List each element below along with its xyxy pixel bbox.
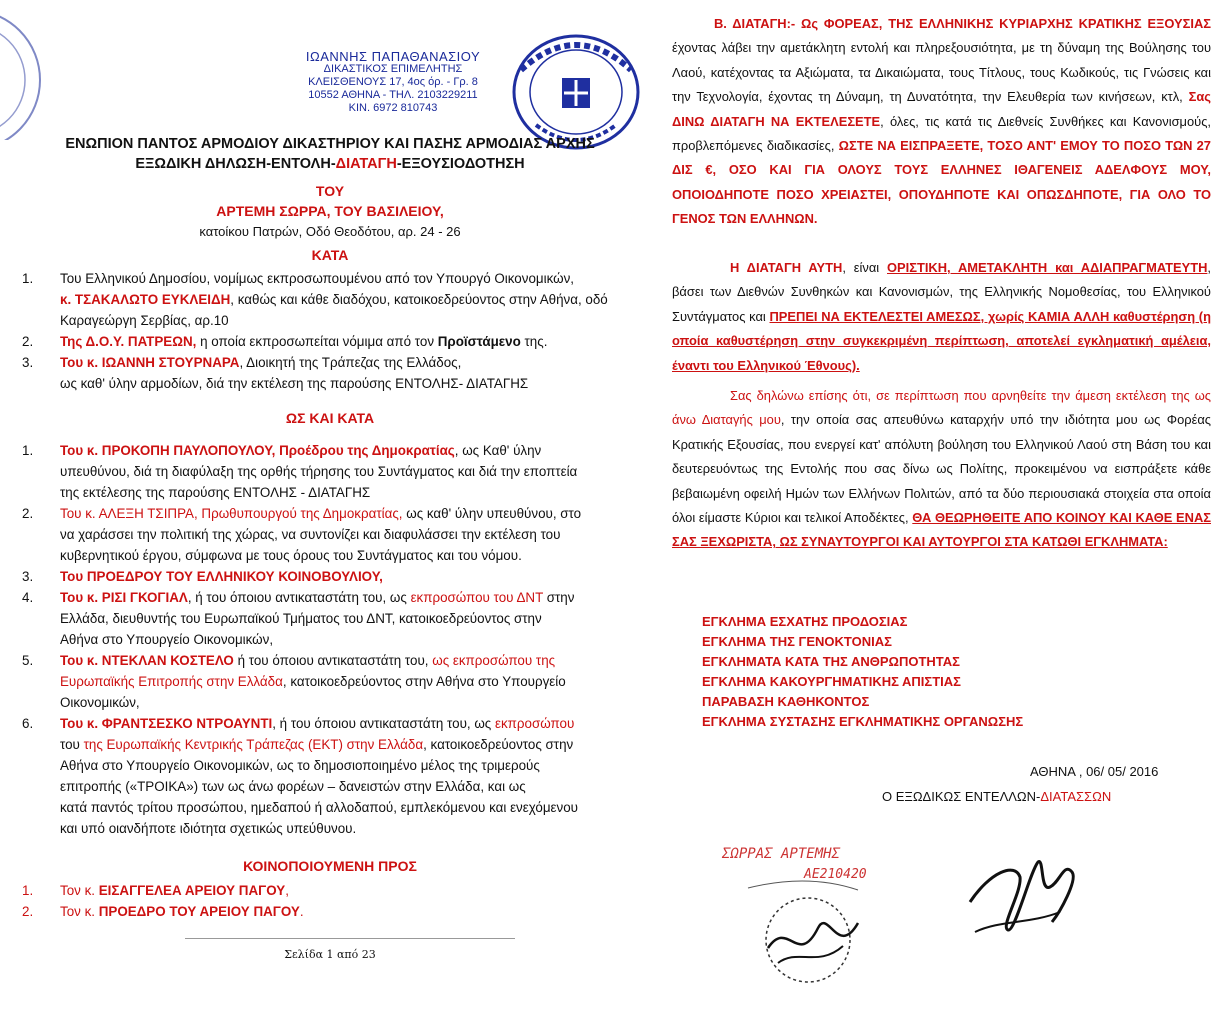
kata2-item-6: 6. Του κ. ΦΡΑΝΤΣΕΣΚΟ ΝΤΡΟΑΥΝΤΙ, ή του όποιου αντικαταστάτη του, ως εκπροσώπου του της Ευρωπαϊκής Κεντρικής Τράπεζας (ΕΚΤ) στην Ελλάδα, κατοικοεδρεύοντος στην Αθήνα στο Υπουργείο Οικονομικών, ως το δημοσιοποιημένο μέλος της τριμερούς επιτροπής («ΤΡΟΙΚΑ») των ως άνω φορέων – δανειστών στην Ελλάδα, και ως κατά παντός τρίτου προσώπου, ημεδαπού ή αλλοδαπού, εμπλεκόμενου και ενεχόμενου και υπό οιανδήποτε ιδιότητα σχετικώς υπεύθυνου. (22, 716, 578, 836)
crime-item: ΕΓΚΛΗΜΑ ΚΑΚΟΥΡΓΗΜΑΤΙΚΗΣ ΑΠΙΣΤΙΑΣ (702, 674, 961, 689)
signer-title: Ο ΕΞΩΔΙΚΩΣ ΕΝΤΕΛΛΩΝ-ΔΙΑΤΑΣΣΩΝ (882, 789, 1112, 804)
crime-item: ΕΓΚΛΗΜΑ ΕΣΧΑΤΗΣ ΠΡΟΔΟΣΙΑΣ (702, 614, 908, 629)
notified-list (22, 880, 622, 922)
document-heading (0, 134, 660, 174)
paragraph-order: Β. ΔΙΑΤΑΓΗ:- Ως ΦΟΡΕΑΣ, ΤΗΣ ΕΛΛΗΝΙΚΗΣ ΚΥΡΙΑΡΧΗΣ ΚΡΑΤΙΚΗΣ ΕΞΟΥΣΙΑΣ έχοντας λάβει την αμετάκλητη εντολή και πληρεξουσιότητα, με τη δύναμη της Βούλησης του Λαού, κατέχοντας τα Αξιώματα, τα Δικαιώματα, τους Τίτλους, τους Κωδικούς, τις Γνώσεις και την Τεχνολογία, έχοντας τη Δύναμη, τη Δυνατότητα, την Ελευθερία των κινήσεων, κτλ, Σας ΔΙΝΩ ΔΙΑΤΑΓΗ ΝΑ ΕΚΤΕΛΕΣΕΤΕ, όλες, τις κατά τις Διεθνείς Συνθήκες και Κανονισμούς, προβλεπόμενες διαδικασίες, ΩΣΤΕ ΝΑ ΕΙΣΠΡΑΞΕΤΕ, ΤΟΣΟ ΑΝΤ' ΕΜΟΥ ΤΟ ΠΟΣΟ ΤΩΝ 27 ΔΙΣ €, ΟΣΟ ΚΑΙ ΓΙΑ ΟΛΟΥΣ ΤΟΥΣ ΕΛΛΗΝΕΣ ΙΘΑΓΕΝΕΙΣ ΑΔΕΛΦΟΥΣ ΜΟΥ, ΟΠΟΙΟΔΗΠΟΤΕ ΠΟΣΟ ΧΡΕΙΑΣΤΕΙ, ΟΠΟΥΔΗΠΟΤΕ ΚΑΙ ΟΠΩΣΔΗΠΟΤΕ, ΓΙΑ ΟΛΟ ΤΟ ΓΕΝΟΣ ΤΩΝ ΕΛΛΗΝΩΝ. (672, 16, 1211, 227)
notified-heading: ΚΟΙΝΟΠΟΙΟΥΜΕΝΗ ΠΡΟΣ (243, 858, 417, 874)
crime-item: ΕΓΚΛΗΜΑ ΣΥΣΤΑΣΗΣ ΕΓΚΛΗΜΑΤΙΚΗΣ ΟΡΓΑΝΩΣΗΣ (702, 714, 1024, 729)
crime-item: ΕΓΚΛΗΜΑΤΑ ΚΑΤΑ ΤΗΣ ΑΝΘΡΩΠΟΤΗΤΑΣ (702, 654, 960, 669)
lawyer-stamp (278, 50, 508, 115)
kata2-item-5: 5. Του κ. ΝΤΕΚΛΑΝ ΚΟΣΤΕΛΟ ή του όποιου αντικαταστάτη του, ως εκπροσώπου της Ευρωπαϊκής Επιτροπής στην Ελλάδα, κατοικοεδρεύοντος στην Αθήνα στο Υπουργείο Οικονομικών, (22, 653, 566, 710)
page-number: Σελίδα 1 από 23 (284, 948, 376, 961)
paragraph-final: Η ΔΙΑΤΑΓΗ ΑΥΤΗ, είναι ΟΡΙΣΤΙΚΗ, ΑΜΕΤΑΚΛΗΤΗ και ΑΔΙΑΠΡΑΓΜΑΤΕΥΤΗ, βάσει των Διεθνών Συνθηκών και Κανονισμών, της Ελληνικής Νομοθεσίας, του Ελληνικού Συντάγματος και ΠΡΕΠΕΙ ΝΑ ΕΚΤΕΛΕΣΤΕΙ ΑΜΕΣΩΣ, χωρίς ΚΑΜΙΑ ΑΛΛΗ καθυστέρηση (η οποία καθυστέρηση στην συγκεκριμένη περίπτωση, αποτελεί εγκληματική αμέλεια, έναντι του Ελληνικού Έθνους). (672, 260, 1211, 373)
stamp-text-1: ΣΩΡΡΑΣ ΑΡΤΕΜΗΣ (722, 846, 841, 862)
crime-item: ΕΓΚΛΗΜΑ ΤΗΣ ΓΕΝΟΚΤΟΝΙΑΣ (702, 634, 892, 649)
plaintiff-residence: κατοίκου Πατρών, Οδό Θεοδότου, αρ. 24 - 26 (199, 224, 461, 239)
kata-item-3: 3. Του κ. ΙΩΑΝΝΗ ΣΤΟΥΡΝΑΡΑ, Διοικητή της Τράπεζας της Ελλάδος, ως καθ' ύλην αρμοδίων, διά την εκτέλεση της παρούσης ΕΝΤΟΛΗΣ- ΔΙΑΤΑΓΗΣ (22, 355, 529, 391)
order-label: Β. ΔΙΑΤΑΓΗ:- Ως ΦΟΡΕΑΣ, ΤΗΣ ΕΛΛΗΝΙΚΗΣ ΚΥΡΙΑΡΧΗΣ ΚΡΑΤΙΚΗΣ ΕΞΟΥΣΙΑΣ (714, 16, 1211, 31)
heading-line-1: ΕΝΩΠΙΟΝ ΠΑΝΤΟΣ ΑΡΜΟΔΙΟΥ ΔΙΚΑΣΤΗΡΙΟΥ ΚΑΙ ΠΑΣΗΣ ΑΡΜΟΔΙΑΣ ΑΡΧΗΣ (65, 136, 595, 152)
notified-item-2: 2. Τον κ. ΠΡΟΕΔΡΟ ΤΟΥ ΑΡΕΙΟΥ ΠΑΓΟΥ. (22, 904, 304, 919)
kata2-item-3: 3. Του ΠΡΟΕΔΡΟΥ ΤΟΥ ΕΛΛΗΝΙΚΟΥ ΚΟΙΝΟΒΟΥΛΙΟΥ, (22, 569, 383, 584)
kata-list (22, 268, 622, 394)
kata2-item-2: 2. Του κ. ΑΛΕΞΗ ΤΣΙΠΡΑ, Πρωθυπουργού της Δημοκρατίας, ως καθ' ύλην υπευθύνου, στο να χαράσσει την πολιτική της χώρας, να συντονίζει και διαφυλάσσει την εκτέλεση του κυβερνητικού έργου, σύμφωνα με τους όρους του Συντάγματος και του νόμου. (22, 506, 582, 563)
lawyer-role: ΔΙΚΑΣΤΙΚΟΣ ΕΠΙΜΕΛΗΤΗΣ (323, 63, 463, 75)
lawyer-address-2: 10552 ΑΘΗΝΑ - ΤΗΛ. 2103229211 (308, 89, 478, 101)
signature (960, 832, 1090, 942)
kata2-list (22, 440, 622, 839)
kata2-item-1: 1. Του κ. ΠΡΟΚΟΠΗ ΠΑΥΛΟΠΟΥΛΟΥ, Προέδρου της Δημοκρατίας, ως Καθ' ύλην υπευθύνου, διά τη διαφύλαξη της ορθής τήρησης του Συντάγματος και διά την εποπτεία της εκτέλεσης της παρούσης ΕΝΤΟΛΗΣ - ΔΙΑΤΑΓΗΣ (22, 443, 578, 500)
document-date: ΑΘΗΝΑ , 06/ 05/ 2016 (1030, 764, 1159, 779)
kata2-item-4: 4. Του κ. ΡΙΣΙ ΓΚΟΓΙΑΛ, ή του όποιου αντικαταστάτη του, ως εκπροσώπου του ΔΝΤ στην Ελλάδα, διευθυντής του Ευρωπαϊκού Τμήματος του ΔΝΤ, κατοικοεδρεύοντος στην Αθήνα στο Υπουργείο Οικονομικών, (22, 590, 575, 647)
plaintiff-name: ΑΡΤΕΜΗ ΣΩΡΡΑ, ΤΟΥ ΒΑΣΙΛΕΙΟΥ, (216, 203, 444, 219)
heading-line-2: ΕΞΩΔΙΚΗ ΔΗΛΩΣΗ-ΕΝΤΟΛΗ-ΔΙΑΤΑΓΗ-ΕΞΟΥΣΙΟΔΟΤΗΣΗ (135, 156, 525, 172)
stamp-corner (0, 0, 60, 140)
signature-stamp (708, 828, 908, 988)
crime-item: ΠΑΡΑΒΑΣΗ ΚΑΘΗΚΟΝΤΟΣ (702, 694, 870, 709)
footer-rule (185, 938, 515, 939)
tou-label: ΤΟΥ (315, 183, 345, 199)
right-page (672, 0, 1211, 1015)
notified-item-1: 1. Τον κ. ΕΙΣΑΓΓΕΛΕΑ ΑΡΕΙΟΥ ΠΑΓΟΥ, (22, 883, 289, 898)
official-seal (496, 30, 646, 150)
kata-item-2: 2. Της Δ.Ο.Υ. ΠΑΤΡΕΩΝ, η οποία εκπροσωπείται νόμιμα από τον Προϊστάμενο της. (22, 334, 548, 349)
crimes-list (702, 612, 1122, 732)
lawyer-mobile: ΚΙΝ. 6972 810743 (348, 102, 438, 114)
lawyer-name: ΙΩΑΝΝΗΣ ΠΑΠΑΘΑΝΑΣΙΟΥ (305, 49, 481, 64)
kata-label: ΚΑΤΑ (311, 247, 349, 263)
paragraph-declaration: Σας δηλώνω επίσης ότι, σε περίπτωση που αρνηθείτε την άμεση εκτέλεση της ως άνω Διαταγής μου, την οποία σας απευθύνω καταρχήν υπό την ιδιότητα μου ως Φορέας Κρατικής Εξουσίας, που ενεργεί κατ' απόλυτη βούληση του Ελληνικού Λαού στη Βάση του και δευτερευόντως της Εντολής που σας δίνω ως Πολίτης, προκειμένου να εισπράξετε κάθε βεβαιωμένη οφειλή Ημών των Ελλήνων Πολιτών, από τα δύο περιουσιακά στοιχεία στα οποία όλοι είμαστε Κύριοι και τελικοί Αποδέκτες, ΘΑ ΘΕΩΡΗΘΕΙΤΕ ΑΠΟ ΚΟΙΝΟΥ ΚΑΙ ΚΑΘΕ ΕΝΑΣ ΣΑΣ ΞΕΧΩΡΙΣΤΑ, ΩΣ ΣΥΝΑΥΤΟΥΡΓΟΙ ΚΑΙ ΑΥΤΟΥΡΓΟΙ ΣΤΑ ΚΑΤΩΘΙ ΕΓΚΛΗΜΑΤΑ: (672, 388, 1211, 550)
lawyer-address-1: ΚΛΕΙΣΘΕΝΟΥΣ 17, 4ος όρ. - Γρ. 8 (308, 76, 478, 88)
os-kai-kata-label: ΩΣ ΚΑΙ ΚΑΤΑ (285, 410, 375, 426)
stamp-text-2: ΑΕ210420 (804, 867, 867, 882)
kata-item-1: 1. Του Ελληνικού Δημοσίου, νομίμως εκπροσωπουμένου από τον Υπουργό Οικονομικών, κ. ΤΣΑΚΑΛΩΤΟ ΕΥΚΛΕΙΔΗ, καθώς και κάθε διαδόχου, κατοικοεδρεύοντος στην Αθήνα, οδό Καραγεώργη Σερβίας, αρ.10 (22, 271, 608, 328)
